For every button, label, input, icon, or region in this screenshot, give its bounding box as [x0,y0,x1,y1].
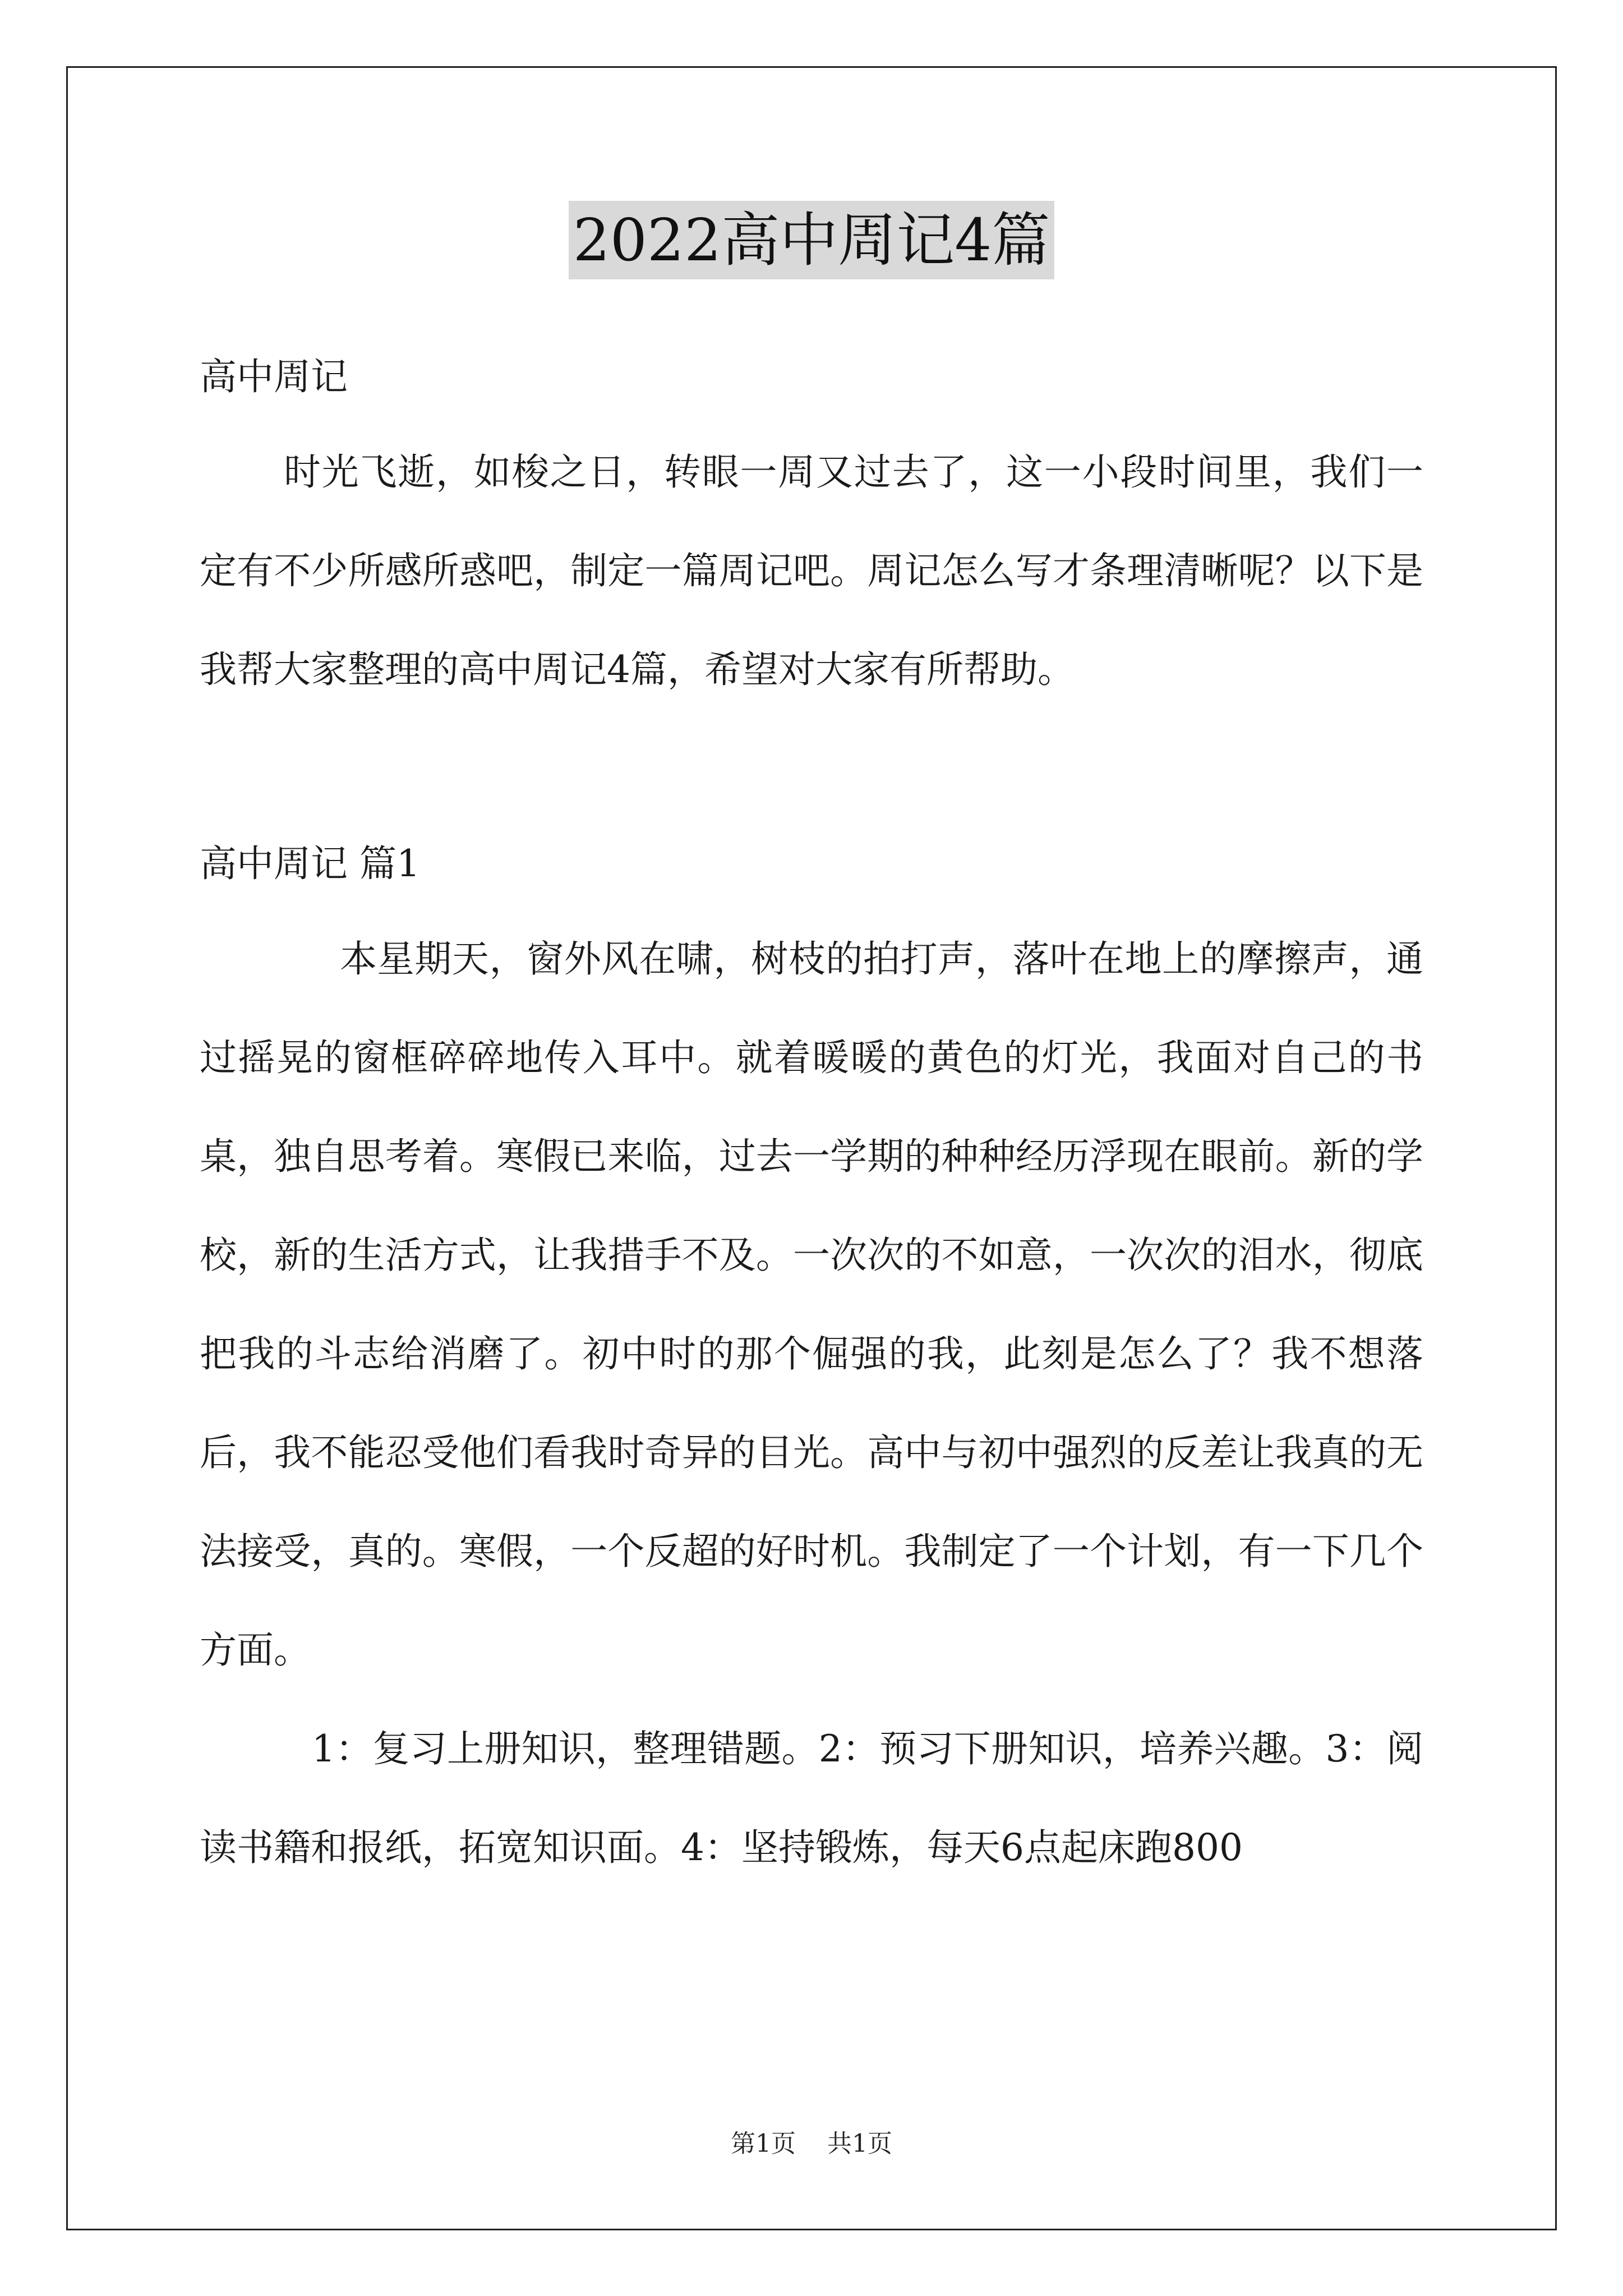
document-title: 2022高中周记4篇 [569,201,1055,279]
entry-paragraph-2: 1：复习上册知识，整理错题。2：预习下册知识，培养兴趣。3：阅读书籍和报纸，拓宽知识面。4：坚持锻炼，每天6点起床跑800 [200,1727,1423,1869]
page-number: 第1页 [731,2129,796,2158]
intro-paragraph: 时光飞逝，如梭之日，转眼一周又过去了，这一小段时间里，我们一定有不少所感所惑吧，制定一篇周记吧。周记怎么写才条理清晰呢？以下是我帮大家整理的高中周记4篇，希望对大家有所帮助。 [200,450,1423,691]
document-body [200,348,1423,1897]
section-heading: 高中周记 [200,355,348,398]
page-footer [0,2127,1623,2161]
entry-paragraph-1: 本星期天，窗外风在啸，树枝的拍打声，落叶在地上的摩擦声，通过摇晃的窗框碎碎地传入耳中。就着暖暖的黄色的灯光，我面对自己的书桌，独自思考着。寒假已来临，过去一学期的种种经历浮现在眼前。新的学校，新的生活方式，让我措手不及。一次次的不如意，一次次的泪水，彻底把我的斗志给消磨了。初中时的那个倔强的我，此刻是怎么了？我不想落后，我不能忍受他们看我时奇异的目光。高中与初中强烈的反差让我真的无法接受，真的。寒假，一个反超的好时机。我制定了一个计划，有一下几个方面。 [200,937,1423,1672]
entry-heading: 高中周记 篇1 [200,842,420,885]
title-container [0,201,1623,279]
spacer [200,719,1423,835]
page-total: 共1页 [827,2129,892,2158]
